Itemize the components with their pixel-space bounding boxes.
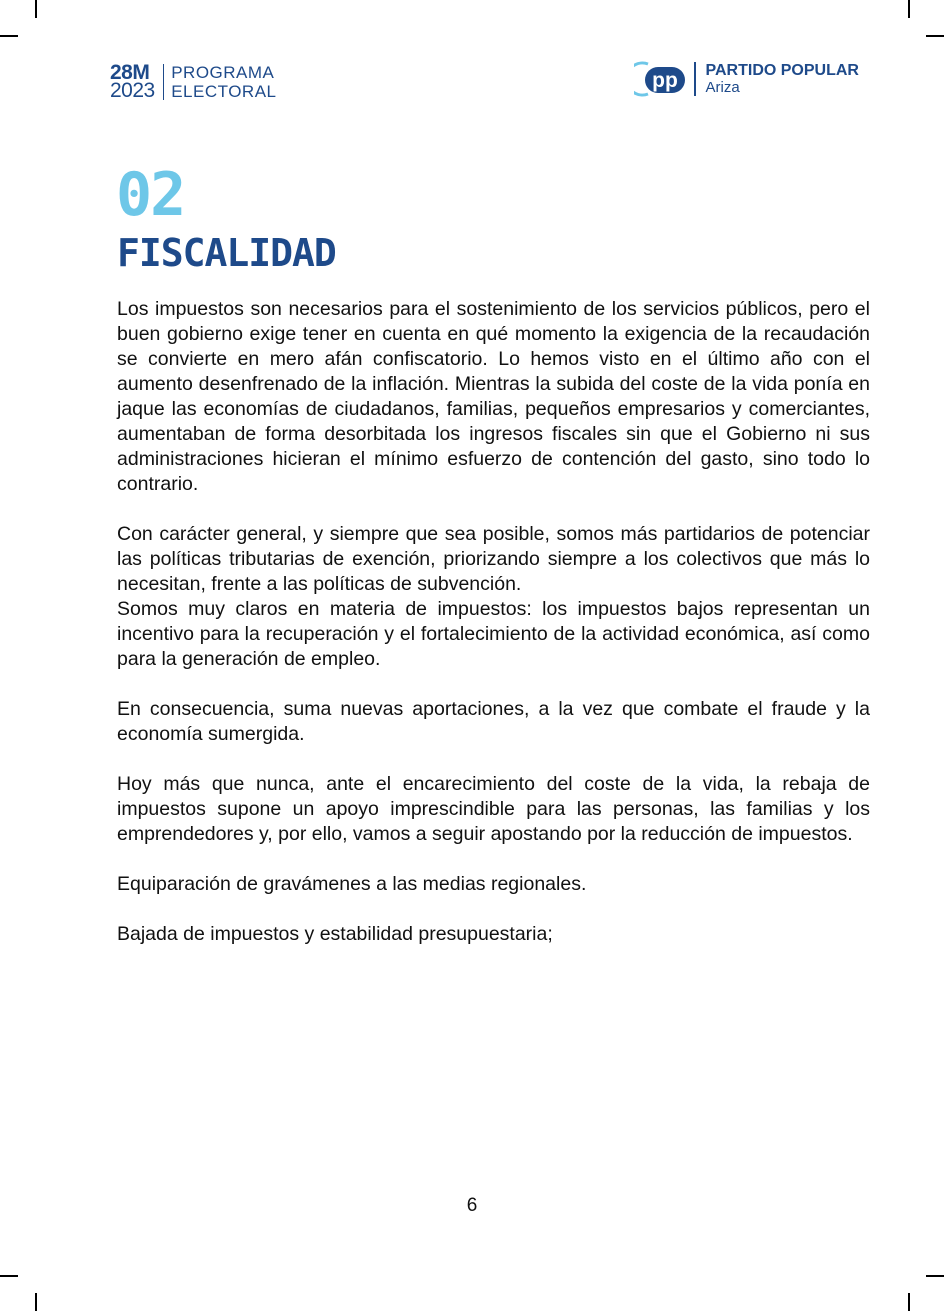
program-label — [171, 63, 276, 101]
party-name: PARTIDO POPULAR — [705, 62, 859, 79]
party-location: Ariza — [705, 79, 740, 96]
campaign-label — [110, 62, 277, 102]
party-logo-icon — [634, 61, 686, 97]
campaign-date-top: 28M — [110, 61, 150, 84]
party-divider — [694, 62, 696, 96]
campaign-divider — [163, 64, 165, 100]
campaign-date-bottom: 2023 — [110, 79, 155, 102]
paragraph: Los impuestos son necesarios para el sostenimiento de los servicios públicos, pero el buen gobierno exige tener en cuenta en qué momento la exigencia de la recaudación se convierte en mero afán confiscatorio. Lo hemos visto en el último año con el aumento desenfrenado de la inflación. Mientras la subida del coste de la vida ponía en jaque las economías de ciudadanos, familias, pequeños empresarios y comerciantes, aumentaban de forma desorbitada los ingresos fiscales sin que el Gobierno ni sus administraciones hicieran el mínimo esfuerzo de contención del gasto, sino todo lo contrario. — [117, 298, 870, 495]
paragraph: Bajada de impuestos y estabilidad presupuestaria; — [117, 923, 553, 945]
program-line-1: PROGRAMA — [171, 63, 275, 82]
paragraph: Equiparación de gravámenes a las medias regionales. — [117, 873, 587, 895]
section-title: FISCALIDAD — [117, 231, 336, 275]
crop-mark-top-right-h — [926, 35, 944, 37]
body-text — [117, 297, 870, 947]
crop-mark-top-left-h — [0, 35, 18, 37]
crop-mark-bottom-right — [908, 1293, 910, 1311]
crop-mark-bottom-left — [35, 1293, 37, 1311]
program-line-2: ELECTORAL — [171, 82, 277, 101]
crop-mark-top-left — [35, 0, 37, 18]
party-logo-text: pp — [652, 69, 678, 92]
paragraph: Somos muy claros en materia de impuestos: los impuestos bajos representan un incentivo para la recuperación y el fortalecimiento de la actividad económica, así como para la generación de empleo. — [117, 598, 870, 670]
party-branding — [634, 60, 859, 98]
crop-mark-bottom-left-h — [0, 1275, 18, 1277]
page-number: 6 — [466, 1195, 478, 1216]
crop-mark-top-right — [908, 0, 910, 18]
section-number: 02 — [116, 160, 185, 230]
paragraph: En consecuencia, suma nuevas aportaciones, a la vez que combate el fraude y la economía sumergida. — [117, 698, 870, 745]
paragraph: Hoy más que nunca, ante el encarecimiento del coste de la vida, la rebaja de impuestos supone un apoyo imprescindible para las personas, las familias y los emprendedores y, por ello, vamos a seguir apostando por la reducción de impuestos. — [117, 773, 870, 845]
crop-mark-bottom-right-h — [926, 1275, 944, 1277]
paragraph: Con carácter general, y siempre que sea posible, somos más partidarios de potenciar las políticas tributarias de exención, priorizando siempre a los colectivos que más lo necesitan, frente a las políticas de subvención. — [117, 523, 870, 595]
party-text — [706, 62, 859, 96]
campaign-date — [110, 61, 155, 102]
